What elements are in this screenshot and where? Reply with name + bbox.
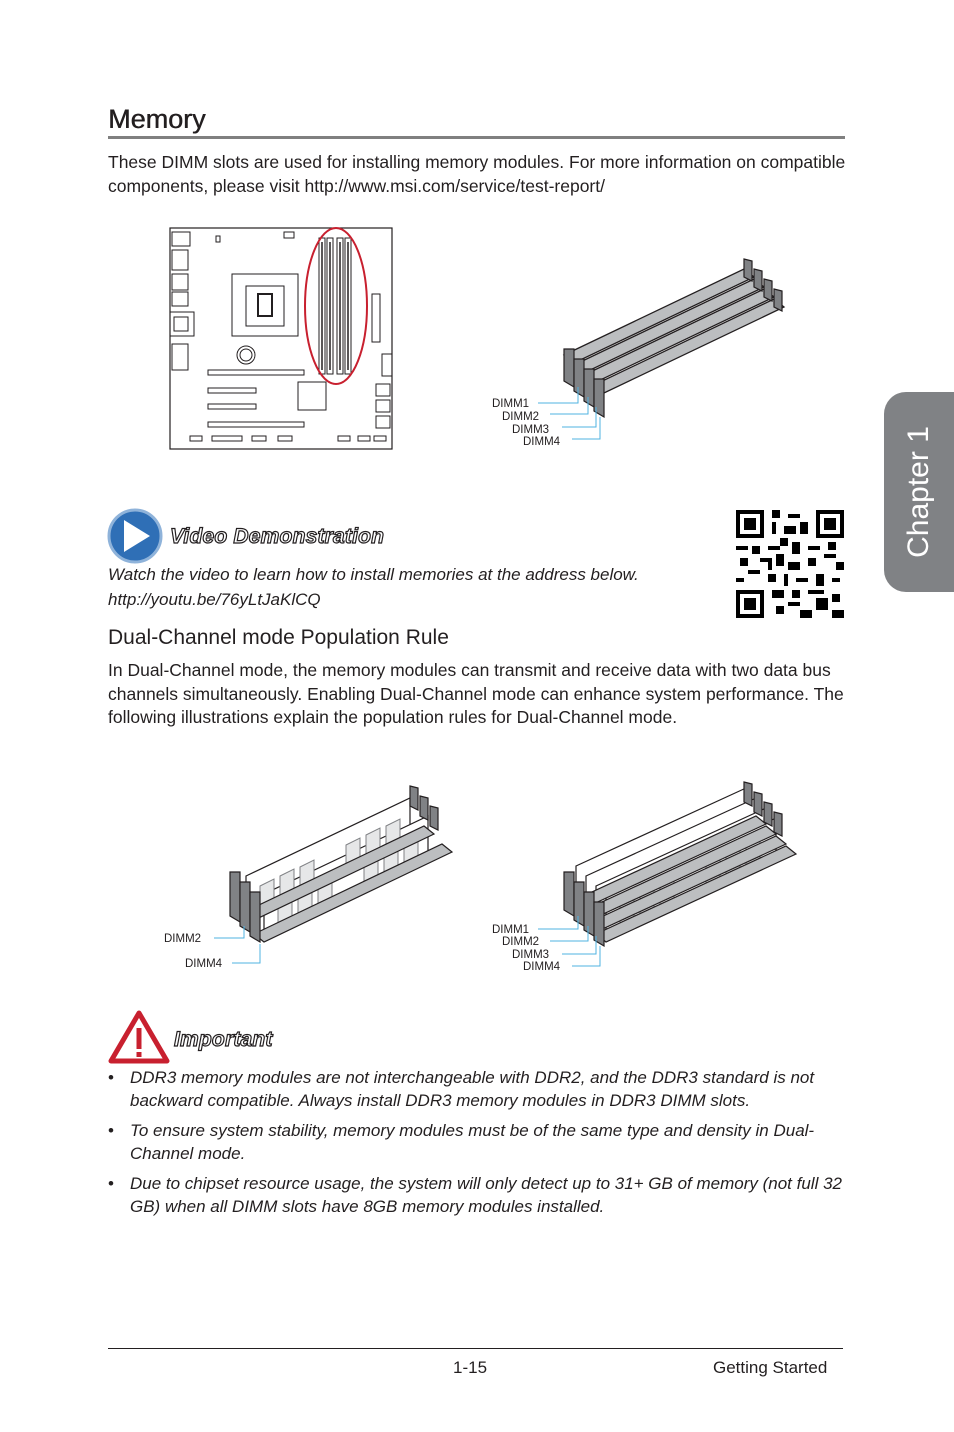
important-bullet: • Due to chipset resource usage, the system will only detect up to 31+ GB of memory (not full 32 GB) when all DIMM slots have 8GB memory modules installed. [108, 1174, 842, 1216]
intro-paragraph: These DIMM slots are used for installing memory modules. For more information on compatible components, please visit http://www.msi.com/service/test-report/ [108, 152, 846, 196]
important-list [108, 1066, 853, 1225]
dimm1-label: DIMM1 [492, 924, 530, 936]
two-module-diagram [160, 776, 460, 976]
page-title: Memory [108, 104, 206, 134]
dimm3-label: DIMM3 [512, 424, 550, 436]
play-icon [106, 508, 164, 564]
qr-code-icon [736, 510, 844, 618]
dimm3-label: DIMM3 [512, 949, 550, 961]
four-module-diagram [480, 776, 810, 976]
title-divider [108, 136, 845, 139]
dimm4-label: DIMM4 [523, 436, 561, 448]
dimm2-label: DIMM2 [502, 411, 540, 423]
video-demonstration-title: Video Demonstration [170, 525, 385, 548]
dual-channel-paragraph: In Dual-Channel mode, the memory modules can transmit and receive data with two data bus channels simultaneously. Enabling Dual-Channel mode can enhance system performance. The following illustrations explain the population rules for Dual-Channel mode. [108, 660, 844, 727]
important-bullet: • DDR3 memory modules are not interchangeable with DDR2, and the DDR3 standard is not backward compatible. Always install DDR3 memory modules in DDR3 DIMM slots. [108, 1068, 815, 1110]
page-number: 1-15 [453, 1358, 488, 1377]
dimm1-label: DIMM1 [492, 398, 530, 410]
dimm-slots-diagram [480, 255, 800, 455]
important-bullet: • To ensure system stability, memory modules must be of the same type and density in Dual-Channel mode. [108, 1121, 815, 1163]
footer-divider [108, 1348, 843, 1349]
warning-icon [108, 1010, 170, 1064]
dimm2-label: DIMM2 [502, 936, 540, 948]
chapter-tab-label: Chapter 1 [902, 426, 935, 558]
dual-channel-heading: Dual-Channel mode Population Rule [108, 626, 449, 649]
important-title: Important [174, 1028, 273, 1051]
video-description-text: Watch the video to learn how to install memories at the address below. [108, 565, 639, 584]
dimm4-label: DIMM4 [523, 961, 561, 973]
dimm2-label: DIMM2 [164, 933, 202, 945]
section-name: Getting Started [713, 1358, 828, 1377]
video-description [108, 562, 639, 612]
video-link[interactable]: http://youtu.be/76yLtJaKlCQ [108, 590, 321, 609]
dimm4-label: DIMM4 [185, 958, 223, 970]
motherboard-diagram [160, 222, 400, 454]
